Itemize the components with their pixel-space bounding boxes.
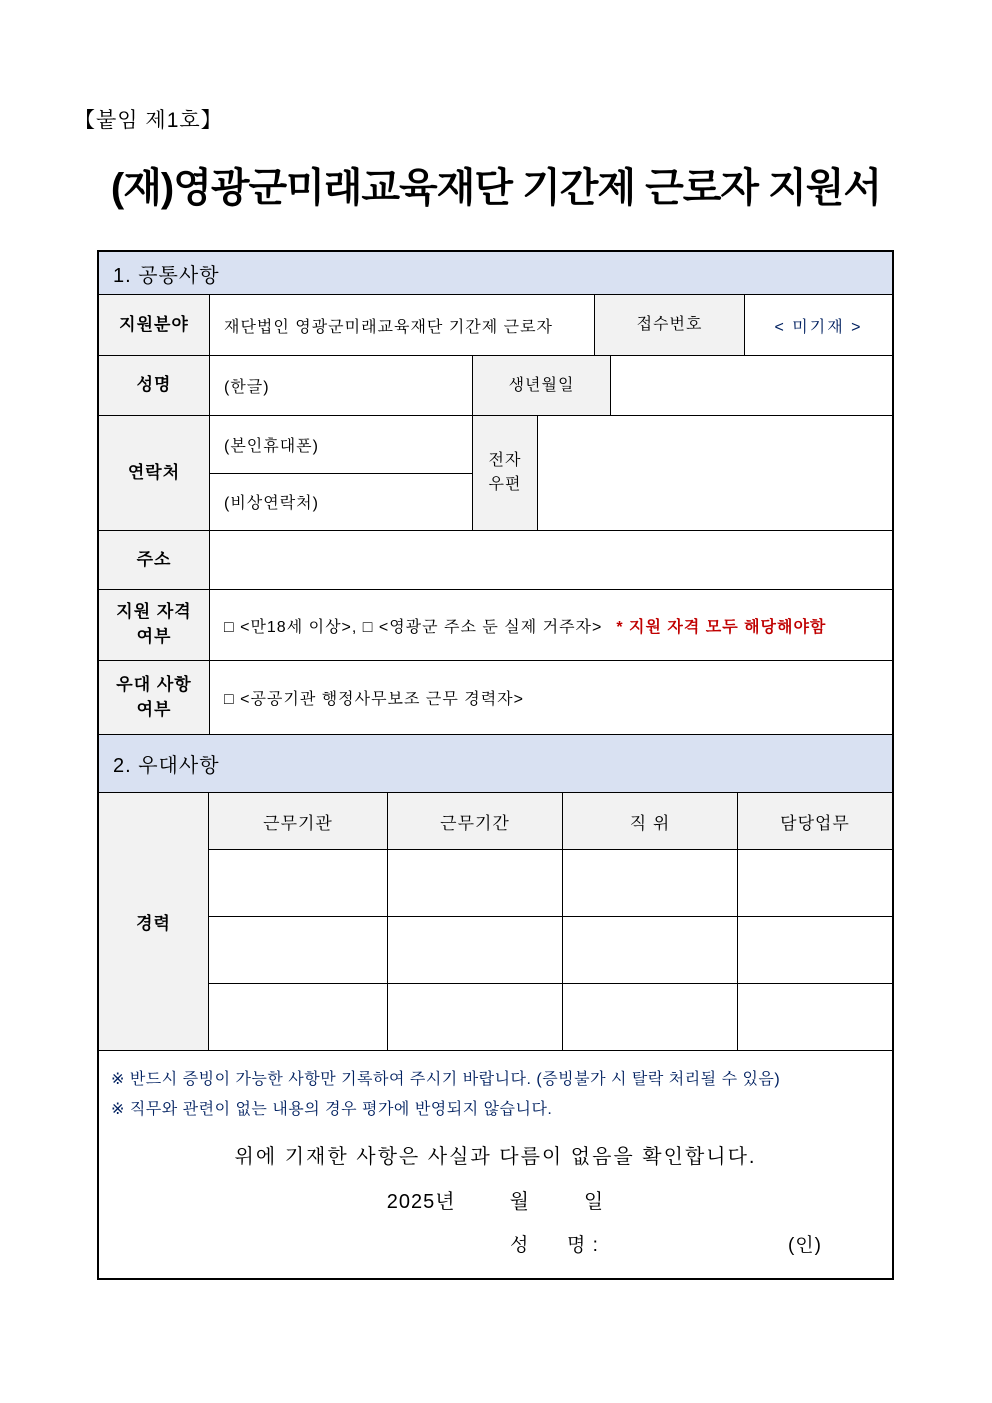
career-cell xyxy=(737,917,892,983)
receipt-number-label: 접수번호 xyxy=(594,295,744,355)
career-header-row xyxy=(209,793,892,849)
section2-heading: 2. 우대사항 xyxy=(99,734,892,792)
date-year: 2025년 xyxy=(386,1191,456,1214)
career-cell xyxy=(562,917,737,983)
career-grid xyxy=(209,793,892,1050)
career-col-duty: 담당업무 xyxy=(737,793,892,849)
career-cell xyxy=(387,917,562,983)
date-day: 일 xyxy=(583,1191,605,1214)
date-line xyxy=(111,1185,880,1214)
email-label: 전자 우편 xyxy=(472,416,537,530)
footer-block xyxy=(99,1050,892,1278)
career-cell xyxy=(209,917,387,983)
contact-phone-cells xyxy=(209,416,472,530)
career-row-2 xyxy=(209,916,892,983)
career-col-organization: 근무기관 xyxy=(209,793,387,849)
row-address xyxy=(99,530,892,589)
row-preference xyxy=(99,660,892,734)
document-title: (재)영광군미래교육재단 기간제 근로자 지원서 xyxy=(110,166,882,210)
apply-field-label: 지원분야 xyxy=(99,295,209,355)
name-label: 성명 xyxy=(99,356,209,415)
apply-field-value: 재단법인 영광군미래교육재단 기간제 근로자 xyxy=(209,295,594,355)
career-col-position: 직 위 xyxy=(562,793,737,849)
contact-label: 연락처 xyxy=(99,416,209,530)
career-col-period: 근무기간 xyxy=(387,793,562,849)
career-cell xyxy=(387,984,562,1050)
email-input-cell xyxy=(537,416,892,530)
note-evidence: ※ 반드시 증빙이 가능한 사항만 기록하여 주시기 바랍니다. (증빙불가 시 탈락 처리될 수 있음) xyxy=(111,1071,781,1088)
address-label: 주소 xyxy=(99,531,209,589)
signature-name-label: 성 명 : xyxy=(510,1235,599,1257)
eligibility-value-cell xyxy=(209,590,892,660)
career-label: 경력 xyxy=(99,793,209,1050)
name-input-cell: (한글) xyxy=(209,356,472,415)
career-cell xyxy=(562,984,737,1050)
career-table xyxy=(99,792,892,1050)
phone-self-input-cell: (본인휴대폰) xyxy=(210,416,472,474)
phone-emergency-input-cell: (비상연락처) xyxy=(224,495,319,513)
address-input-cell xyxy=(209,531,892,589)
career-cell xyxy=(209,984,387,1050)
note-relevance: ※ 직무와 관련이 없는 내용의 경우 평가에 반영되지 않습니다. xyxy=(111,1100,553,1118)
row-name xyxy=(99,355,892,415)
birth-date-input-cell xyxy=(610,356,892,415)
signature-line xyxy=(510,1230,822,1257)
preference-checkbox: □ <공공기관 행정사무보조 근무 경력자> xyxy=(209,661,892,734)
receipt-number-value: < 미기재 > xyxy=(744,295,892,355)
career-row-1 xyxy=(209,849,892,916)
eligibility-alert: * 지원 자격 모두 해당해야함 xyxy=(616,618,827,636)
career-cell xyxy=(737,850,892,916)
attachment-number-label: 【붙임 제1호】 xyxy=(74,109,223,132)
section1-heading: 1. 공통사항 xyxy=(99,252,892,294)
career-cell xyxy=(562,850,737,916)
career-row-3 xyxy=(209,983,892,1050)
preference-label: 우대 사항 여부 xyxy=(99,661,209,734)
confirmation-statement: 위에 기재한 사항은 사실과 다름이 없음을 확인합니다. xyxy=(234,1146,757,1169)
row-eligibility xyxy=(99,589,892,660)
birth-date-label: 생년월일 xyxy=(472,356,610,415)
career-cell xyxy=(737,984,892,1050)
eligibility-label: 지원 자격 여부 xyxy=(99,590,209,660)
career-cell xyxy=(387,850,562,916)
eligibility-checkboxes: □ <만18세 이상>, □ <영광군 주소 둔 실제 거주자> xyxy=(224,618,603,636)
application-form xyxy=(97,250,894,1280)
row-contact xyxy=(99,415,892,530)
date-month: 월 xyxy=(509,1191,530,1214)
seal-label: (인) xyxy=(787,1235,822,1257)
row-apply-field xyxy=(99,294,892,355)
career-cell xyxy=(209,850,387,916)
